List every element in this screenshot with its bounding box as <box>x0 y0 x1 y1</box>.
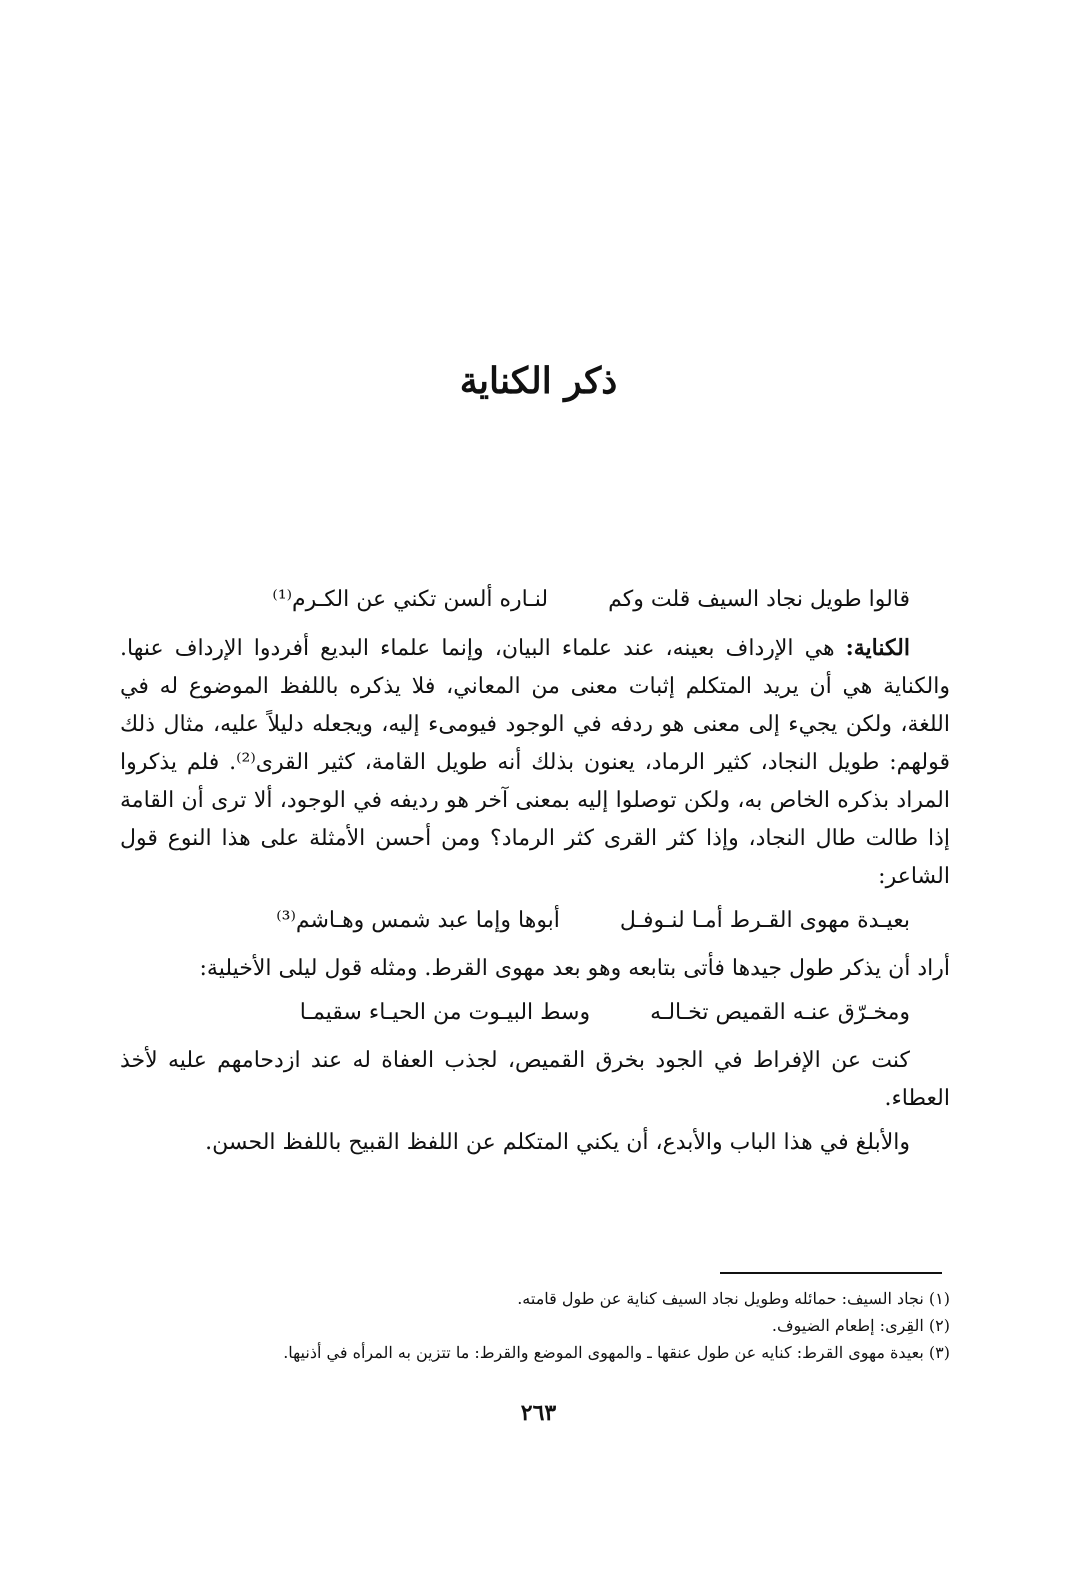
paragraph-1 <box>120 629 950 896</box>
page-number: ٢٦٣ <box>520 1400 557 1426</box>
paragraph-3: كنت عن الإفراط في الجود بخرق القميص، لجذب العفاة له عند ازدحامهم عليه لأخذ العطاء. <box>120 1048 950 1111</box>
verse-1-hemistich-1: قالوا طويل نجاد السيف قلت وكم <box>608 587 910 612</box>
footnotes <box>120 1285 950 1366</box>
footnote-3: (٣) بعيدة مهوى القرط: كنايه عن طول عنقها ـ والمهوى الموضع والقرط: ما تتزين به المرأه في أذنيها. <box>283 1343 950 1362</box>
verse-2 <box>120 902 950 940</box>
footnote-1: (١) نجاد السيف: حمائله وطويل نجاد السيف كناية عن طول قامته. <box>517 1289 950 1308</box>
verse-1 <box>120 581 950 619</box>
body-text <box>120 575 950 1168</box>
paragraph-2: أراد أن يذكر طول جيدها فأتى بتابعه وهو بعد مهوى القرط. ومثله قول ليلى الأخيلية: <box>199 956 950 981</box>
footnote-2: (٢) القِرى: إطعام الضيوف. <box>771 1316 950 1335</box>
footnote-divider <box>720 1272 942 1274</box>
paragraph-1-text: هي الإرداف بعينه، عند علماء البيان، وإنما علماء البديع أفردوا الإرداف عنها. والكناية هي أن يريد المتكلم إثبات معنى من المعاني، فلا يذكره باللفظ الموضوع له في اللغة، ولكن يجيء إلى معنى هو ردفه في الوجود فيومىء إليه، ويجعله دليلاً عليه، مثال ذلك قولهم: طويل النجاد، كثير الرماد، يعنون بذلك أنه طويل القامة، كثير القرى⁽²⁾. فلم يذكروا المراد بذكره الخاص به، ولكن توصلوا إليه بمعنى آخر هو رديفه في الوجود، ألا ترى أن القامة إذا طالت طال النجاد، وإذا كثر القرى كثر الرماد؟ ومن أحسن الأمثلة على هذا النوع قول الشاعر: <box>120 636 950 889</box>
chapter-title: ذكر الكناية <box>459 360 618 402</box>
verse-1-hemistich-2: لنـاره ألسن تكني عن الكـرم⁽¹⁾ <box>272 587 549 612</box>
verse-2-hemistich-2: أبوها وإما عبد شمس وهـاشم⁽³⁾ <box>276 908 560 933</box>
term-kinaya: الكناية: <box>845 635 910 661</box>
verse-3 <box>120 994 950 1032</box>
verse-3-hemistich-2: وسط البيـوت من الحيـاء سقيمـا <box>299 1000 591 1025</box>
verse-2-hemistich-1: بعيـدة مهوى القـرط أمـا لنـوفـل <box>619 908 910 933</box>
paragraph-4: والأبلغ في هذا الباب والأبدع، أن يكني المتكلم عن اللفظ القبيح باللفظ الحسن. <box>205 1130 910 1155</box>
verse-3-hemistich-1: ومخـرّق عنـه القميص تخـالـه <box>650 1000 910 1025</box>
